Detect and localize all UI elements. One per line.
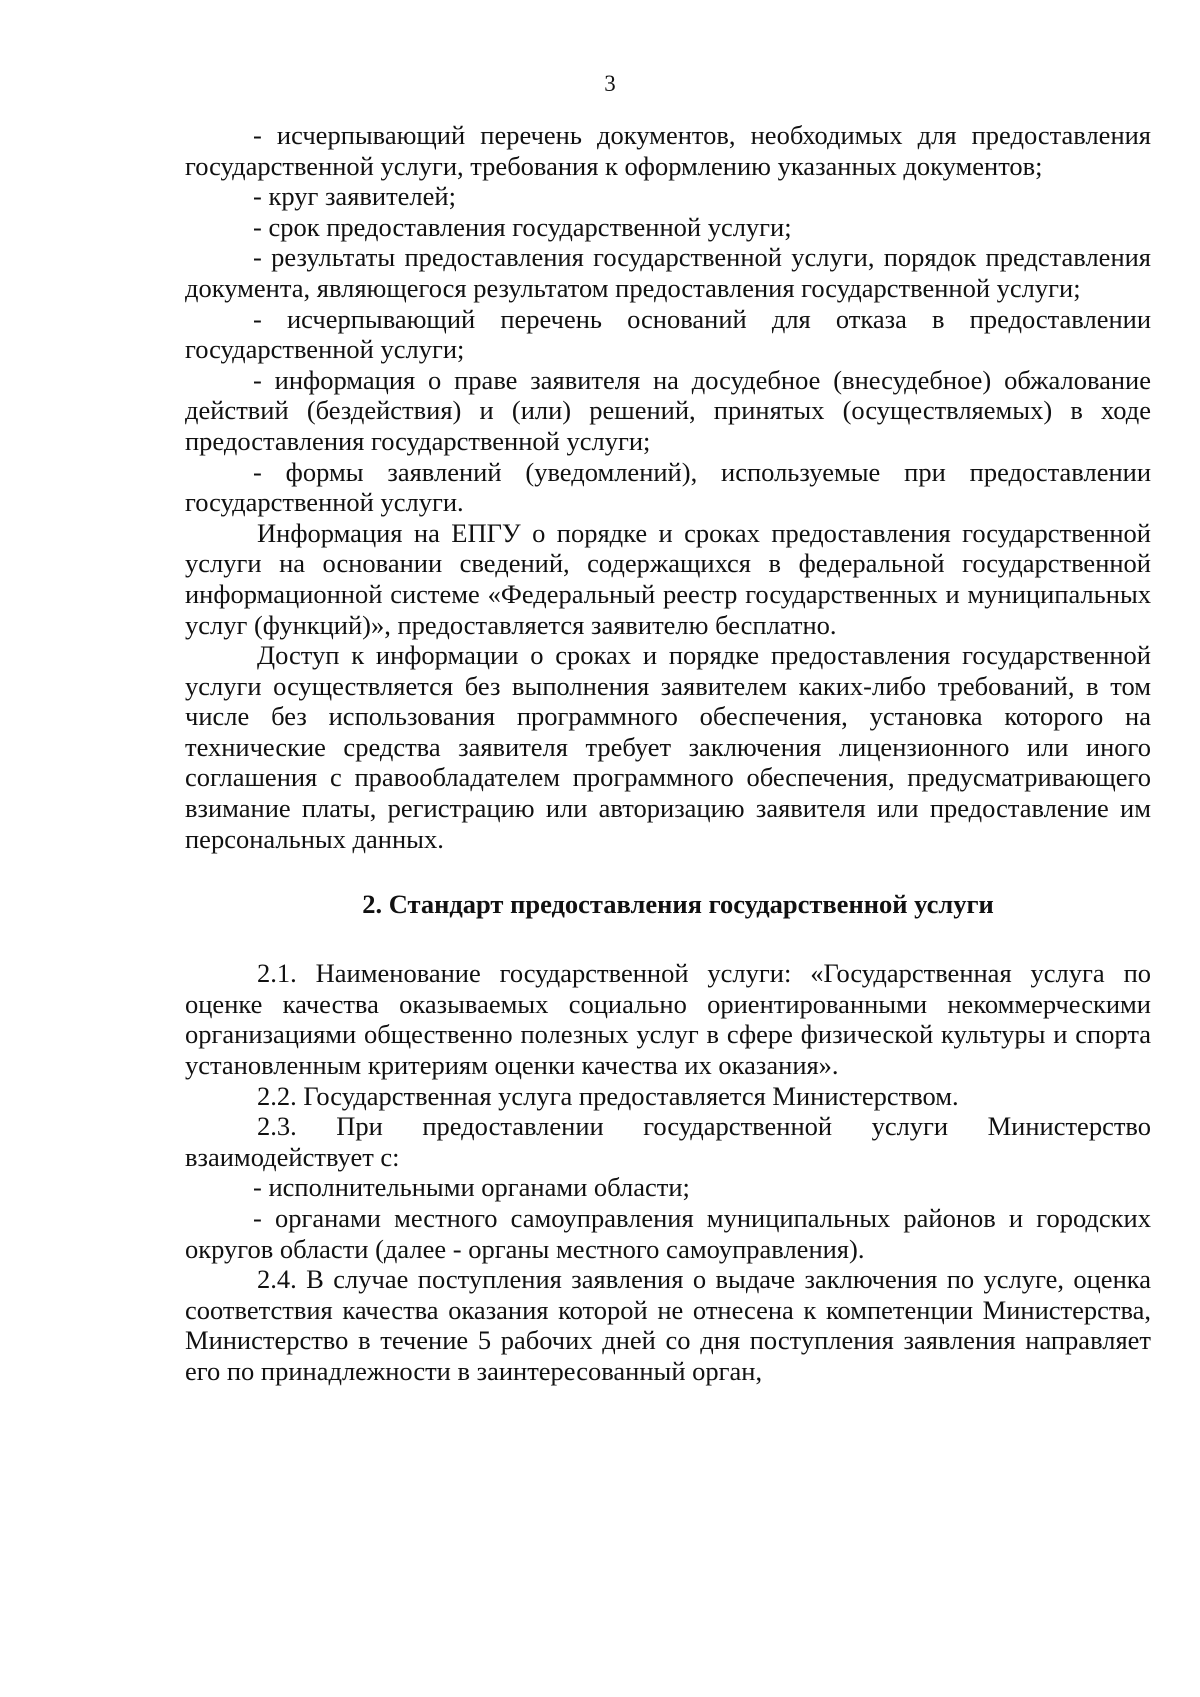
list-item-applicants: - круг заявителей; — [253, 181, 456, 212]
paragraph-2-4: 2.4. В случае поступления заявления о выдаче заключения по услуге, оценка соответствия качества оказания которой не отнесена к компетенции Министерства, Министерство в течение 5 рабочих дней со дня поступления заявления направляет его по принадлежности в заинтересованный орган, — [185, 1264, 1151, 1386]
paragraph-2-1: 2.1. Наименование государственной услуги: «Государственная услуга по оценке качества оказываемых социально ориентированными некоммерческими организациями общественно полезных услуг в сфере физической культуры и спорта установленным критериям оценки качества их оказания». — [185, 958, 1151, 1081]
paragraph-epgu-info: Информация на ЕПГУ о порядке и сроках предоставления государственной услуги на основании сведений, содержащихся в федеральной государственной информационной системе «Федеральный реестр государственных и муниципальных услуг (функций)», предоставляется заявителю бесплатно. — [185, 517, 1151, 640]
list-item-term: - срок предоставления государственной услуги; — [253, 211, 792, 242]
paragraph-2-2: 2.2. Государственная услуга предоставляется Министерством. — [257, 1080, 959, 1111]
list-item-documents: - исчерпывающий перечень документов, необходимых для предоставления государственной услуги, требования к оформлению указанных документов; — [185, 120, 1151, 181]
page-number: 3 — [604, 71, 616, 96]
list-item-executive-bodies: - исполнительными органами области; — [253, 1172, 690, 1203]
paragraph-access-info: Доступ к информации о сроках и порядке предоставления государственной услуги осуществляется без выполнения заявителем каких-либо требований, в том числе без использования программного обеспечения, установка которого на технические средства заявителя требует заключения лицензионного или иного соглашения с правообладателем программного обеспечения, предусматривающего взимание платы, регистрацию или авторизацию заявителя или предоставление им персональных данных. — [185, 640, 1151, 854]
section-heading: 2. Стандарт предоставления государственной услуги — [362, 889, 994, 920]
document-body — [185, 120, 1151, 1387]
list-item-refusal-grounds: - исчерпывающий перечень оснований для отказа в предоставлении государственной услуги; — [185, 303, 1151, 365]
list-item-local-government: - органами местного самоуправления муниципальных районов и городских округов области (далее - органы местного самоуправления). — [185, 1203, 1151, 1264]
list-item-results: - результаты предоставления государственной услуги, порядок представления документа, являющегося результатом предоставления государственной услуги; — [185, 242, 1151, 303]
list-item-appeal-info: - информация о праве заявителя на досудебное (внесудебное) обжалование действий (бездействия) и (или) решений, принятых (осуществляемых) в ходе предоставления государственной услуги; — [185, 364, 1151, 456]
list-item-forms: - формы заявлений (уведомлений), используемые при предоставлении государственной услуги. — [185, 456, 1151, 518]
paragraph-2-3: 2.3. При предоставлении государственной услуги Министерство взаимодействует с: — [185, 1111, 1151, 1172]
